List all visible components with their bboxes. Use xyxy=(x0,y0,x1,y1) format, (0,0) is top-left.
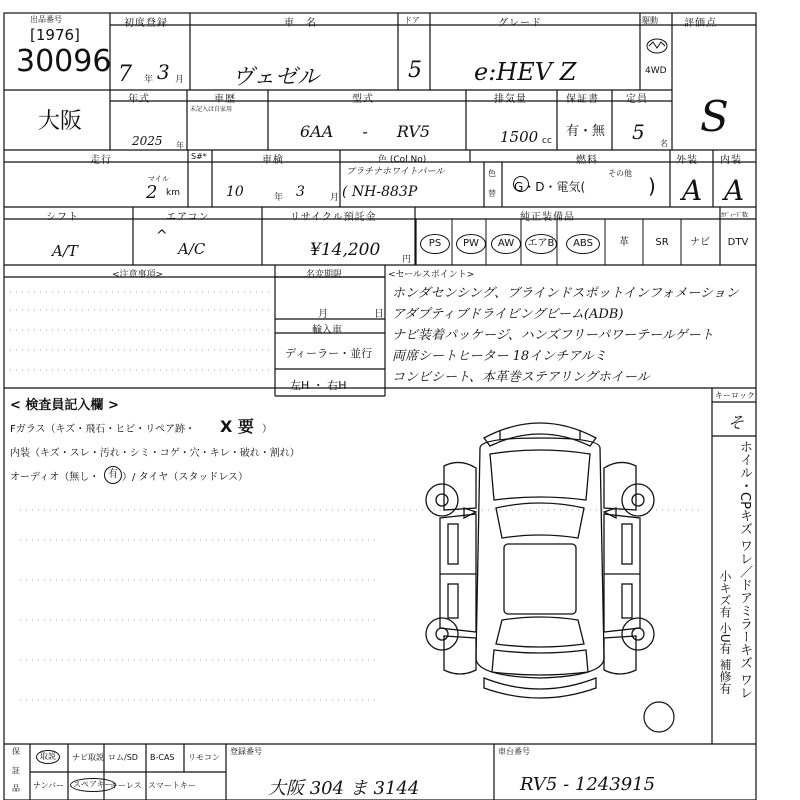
car-name-label: 車 名 xyxy=(284,18,317,29)
sales-line-3: ナビ装着パッケージ、ハンズフリーパワーテールゲート xyxy=(392,328,714,343)
interior-label: 内装 xyxy=(720,155,742,166)
keylock-value: そ xyxy=(728,413,745,432)
displacement-unit: cc xyxy=(542,136,552,146)
first-reg-month: 3 xyxy=(157,60,170,84)
inspection-year: 10 xyxy=(226,184,244,200)
sales-line-2: アダプティブドライビングビーム(ADB) xyxy=(392,307,624,322)
displacement-label: 排気量 xyxy=(494,94,527,105)
interior-text: 内装（キズ・スレ・汚れ・シミ・コゲ・穴・キレ・破れ・割れ） xyxy=(10,448,300,459)
guarantee-label-3: 品 xyxy=(12,784,20,793)
grade-label: グレード xyxy=(498,18,542,29)
keylock-label: キーロック xyxy=(715,391,755,400)
equip-abs: ABS xyxy=(566,234,600,254)
sales-line-1: ホンダセンシング、ブラインドスポットインフォメーション xyxy=(392,286,739,301)
fuel-g-circle xyxy=(513,176,529,192)
recycle-unit: 円 xyxy=(402,255,412,265)
drive-4wd: 4WD xyxy=(645,66,667,76)
mileage-label: 走行 xyxy=(90,155,112,166)
equip-ps: PS xyxy=(420,234,450,254)
sales-line-5: コンビシート、本革巻ステアリングホイール xyxy=(392,370,650,385)
inspection-month: 3 xyxy=(296,184,305,200)
recycle-value: ¥14,200 xyxy=(310,240,381,260)
item-smart-key: スマートキー xyxy=(148,781,196,790)
first-reg-label: 初度登録 xyxy=(124,18,168,29)
car-name-value: ヴェゼル xyxy=(232,65,320,90)
equip-pw: PW xyxy=(456,234,486,254)
inspection-month-unit: 月 xyxy=(330,193,340,203)
inspection-year-unit: 年 xyxy=(274,193,284,203)
rating-value: S xyxy=(700,92,729,141)
door-value: 5 xyxy=(408,58,422,83)
side-note-col2: 小キズ有 小U有 補修有 xyxy=(718,570,732,695)
grade-value: e:HEV Z xyxy=(474,58,577,86)
item-remote: リモコン xyxy=(188,753,220,762)
ac-value: A/C xyxy=(178,240,206,258)
item-rom-sd: ロム/SD xyxy=(108,753,138,762)
keymark-label: ｶｹﾞｨｰﾄﾞ数 xyxy=(721,212,749,219)
model-year-unit: 年 xyxy=(176,141,184,150)
deadline-day: 日 xyxy=(374,309,384,320)
warranty-value: 有・無 xyxy=(566,124,606,139)
warranty-label: 保証書 xyxy=(566,94,599,105)
model-code-value: 6AA - RV5 xyxy=(300,122,431,141)
color-label: 色 (Col.No) xyxy=(378,155,427,165)
guarantee-label-1: 保 xyxy=(12,747,20,756)
audio-mark: 有 xyxy=(104,466,122,484)
glass-mark: X 要 xyxy=(220,417,254,436)
glass-text: Fガラス（キズ・飛石・ヒビ・リペア跡・ xyxy=(10,424,196,435)
interior-value: A xyxy=(724,174,745,207)
drive-label: 駆動 xyxy=(642,16,658,25)
import-label: 輸入車 xyxy=(312,325,342,336)
color-change-bottom: 替 xyxy=(488,189,496,198)
mileage-unit: km xyxy=(166,188,180,198)
smeter-label: S#* xyxy=(191,152,207,161)
equip-leather: 革 xyxy=(619,237,629,248)
car-diagram xyxy=(420,408,660,708)
recycle-label: リサイクル預託金 xyxy=(290,212,377,223)
model-code-label: 型式 xyxy=(352,94,374,105)
steering-label: 左H ・ 右H xyxy=(290,379,347,392)
first-reg-year: 7 xyxy=(118,62,132,87)
fuel-other: その他 xyxy=(608,169,632,178)
door-label: ドア xyxy=(404,16,420,25)
sales-line-4: 両席シートヒーター 18インチアルミ xyxy=(392,349,607,364)
item-keyless: キーレス xyxy=(110,781,142,790)
mileage-mile-unit: マイル xyxy=(148,175,169,183)
side-note-col1: ホイル・CPキズ ワレ／ドアミラーキズ ワレ xyxy=(737,440,752,700)
fuel-label: 燃料 xyxy=(576,155,598,166)
first-reg-year-unit: 年 xyxy=(144,75,154,85)
model-year-label: 年式 xyxy=(128,94,150,105)
fuel-close: ) xyxy=(648,174,656,198)
shift-label: シフト xyxy=(46,212,79,223)
capacity-unit: 名 xyxy=(660,139,668,148)
displacement-value: 1500 xyxy=(500,128,539,146)
registration-value: 大阪 304 ま 3144 xyxy=(268,778,420,799)
item-number-plate: ナンバー xyxy=(33,781,65,790)
inspector-title: < 検査員記入欄 > xyxy=(10,398,119,413)
rating-label: 評価点 xyxy=(684,18,717,29)
lot-number: 30096 xyxy=(16,44,112,79)
item-spare-key: スペアキー xyxy=(70,778,116,792)
equip-navi: ナビ xyxy=(690,237,710,248)
lot-label: 出品番号 xyxy=(30,15,62,24)
inspection-label: 車検 xyxy=(262,155,284,166)
registration-label: 登録番号 xyxy=(230,747,262,756)
mileage-value: 2 xyxy=(146,182,158,203)
exterior-value: A xyxy=(682,174,703,207)
item-bcas: B-CAS xyxy=(150,753,175,762)
model-year-value: 2025 xyxy=(132,134,163,148)
history-label: 車歴 xyxy=(214,94,236,105)
venue: 大阪 xyxy=(38,109,83,134)
equipment-label: 純正装備品 xyxy=(520,212,575,223)
equip-dtv: DTV xyxy=(727,237,749,248)
guarantee-label-2: 証 xyxy=(12,766,20,775)
ac-label: エアコン xyxy=(166,212,210,223)
caution-label: <注意事項> xyxy=(112,270,164,280)
equip-aw: AW xyxy=(491,234,521,254)
capacity-value: 5 xyxy=(632,120,645,144)
deadline-month: 月 xyxy=(318,309,328,320)
audio-text: オーディオ（無し・ xyxy=(10,472,100,483)
sales-points-label: <セールスポイント> xyxy=(388,270,475,280)
fuel-options: G・D・電気( xyxy=(514,180,586,194)
exterior-label: 外装 xyxy=(676,155,698,166)
color-code: ( NH-883P xyxy=(342,184,418,200)
capacity-label: 定員 xyxy=(626,94,648,105)
spare-tire-icon xyxy=(642,700,676,734)
color-name: プラチナホワイトパール xyxy=(346,167,445,177)
chassis-label: 車台番号 xyxy=(498,747,530,756)
first-reg-month-unit: 月 xyxy=(175,75,185,85)
shift-value: A/T xyxy=(52,242,78,260)
deadline-label: 名変期限 xyxy=(306,270,343,280)
dealer-label: ディーラー・並行 xyxy=(285,347,373,360)
color-change-top: 色 xyxy=(488,169,496,178)
equip-airbag: エアB xyxy=(525,234,557,254)
glass-close: ） xyxy=(262,424,272,435)
item-navi-manual: ナビ取説 xyxy=(72,753,104,762)
history-sub: 未記入は自家用 xyxy=(190,106,233,113)
ac-caret: ^ xyxy=(156,228,168,244)
item-manual: 取説 xyxy=(36,750,60,764)
chassis-value: RV5 - 1243915 xyxy=(520,774,656,795)
audio-rest: ）/ タイヤ（スタッドレス） xyxy=(122,472,249,483)
equip-sunroof: SR xyxy=(655,237,669,248)
drive-2wd-icon xyxy=(645,36,669,56)
lot-year-bracket: [1976] xyxy=(30,26,80,44)
